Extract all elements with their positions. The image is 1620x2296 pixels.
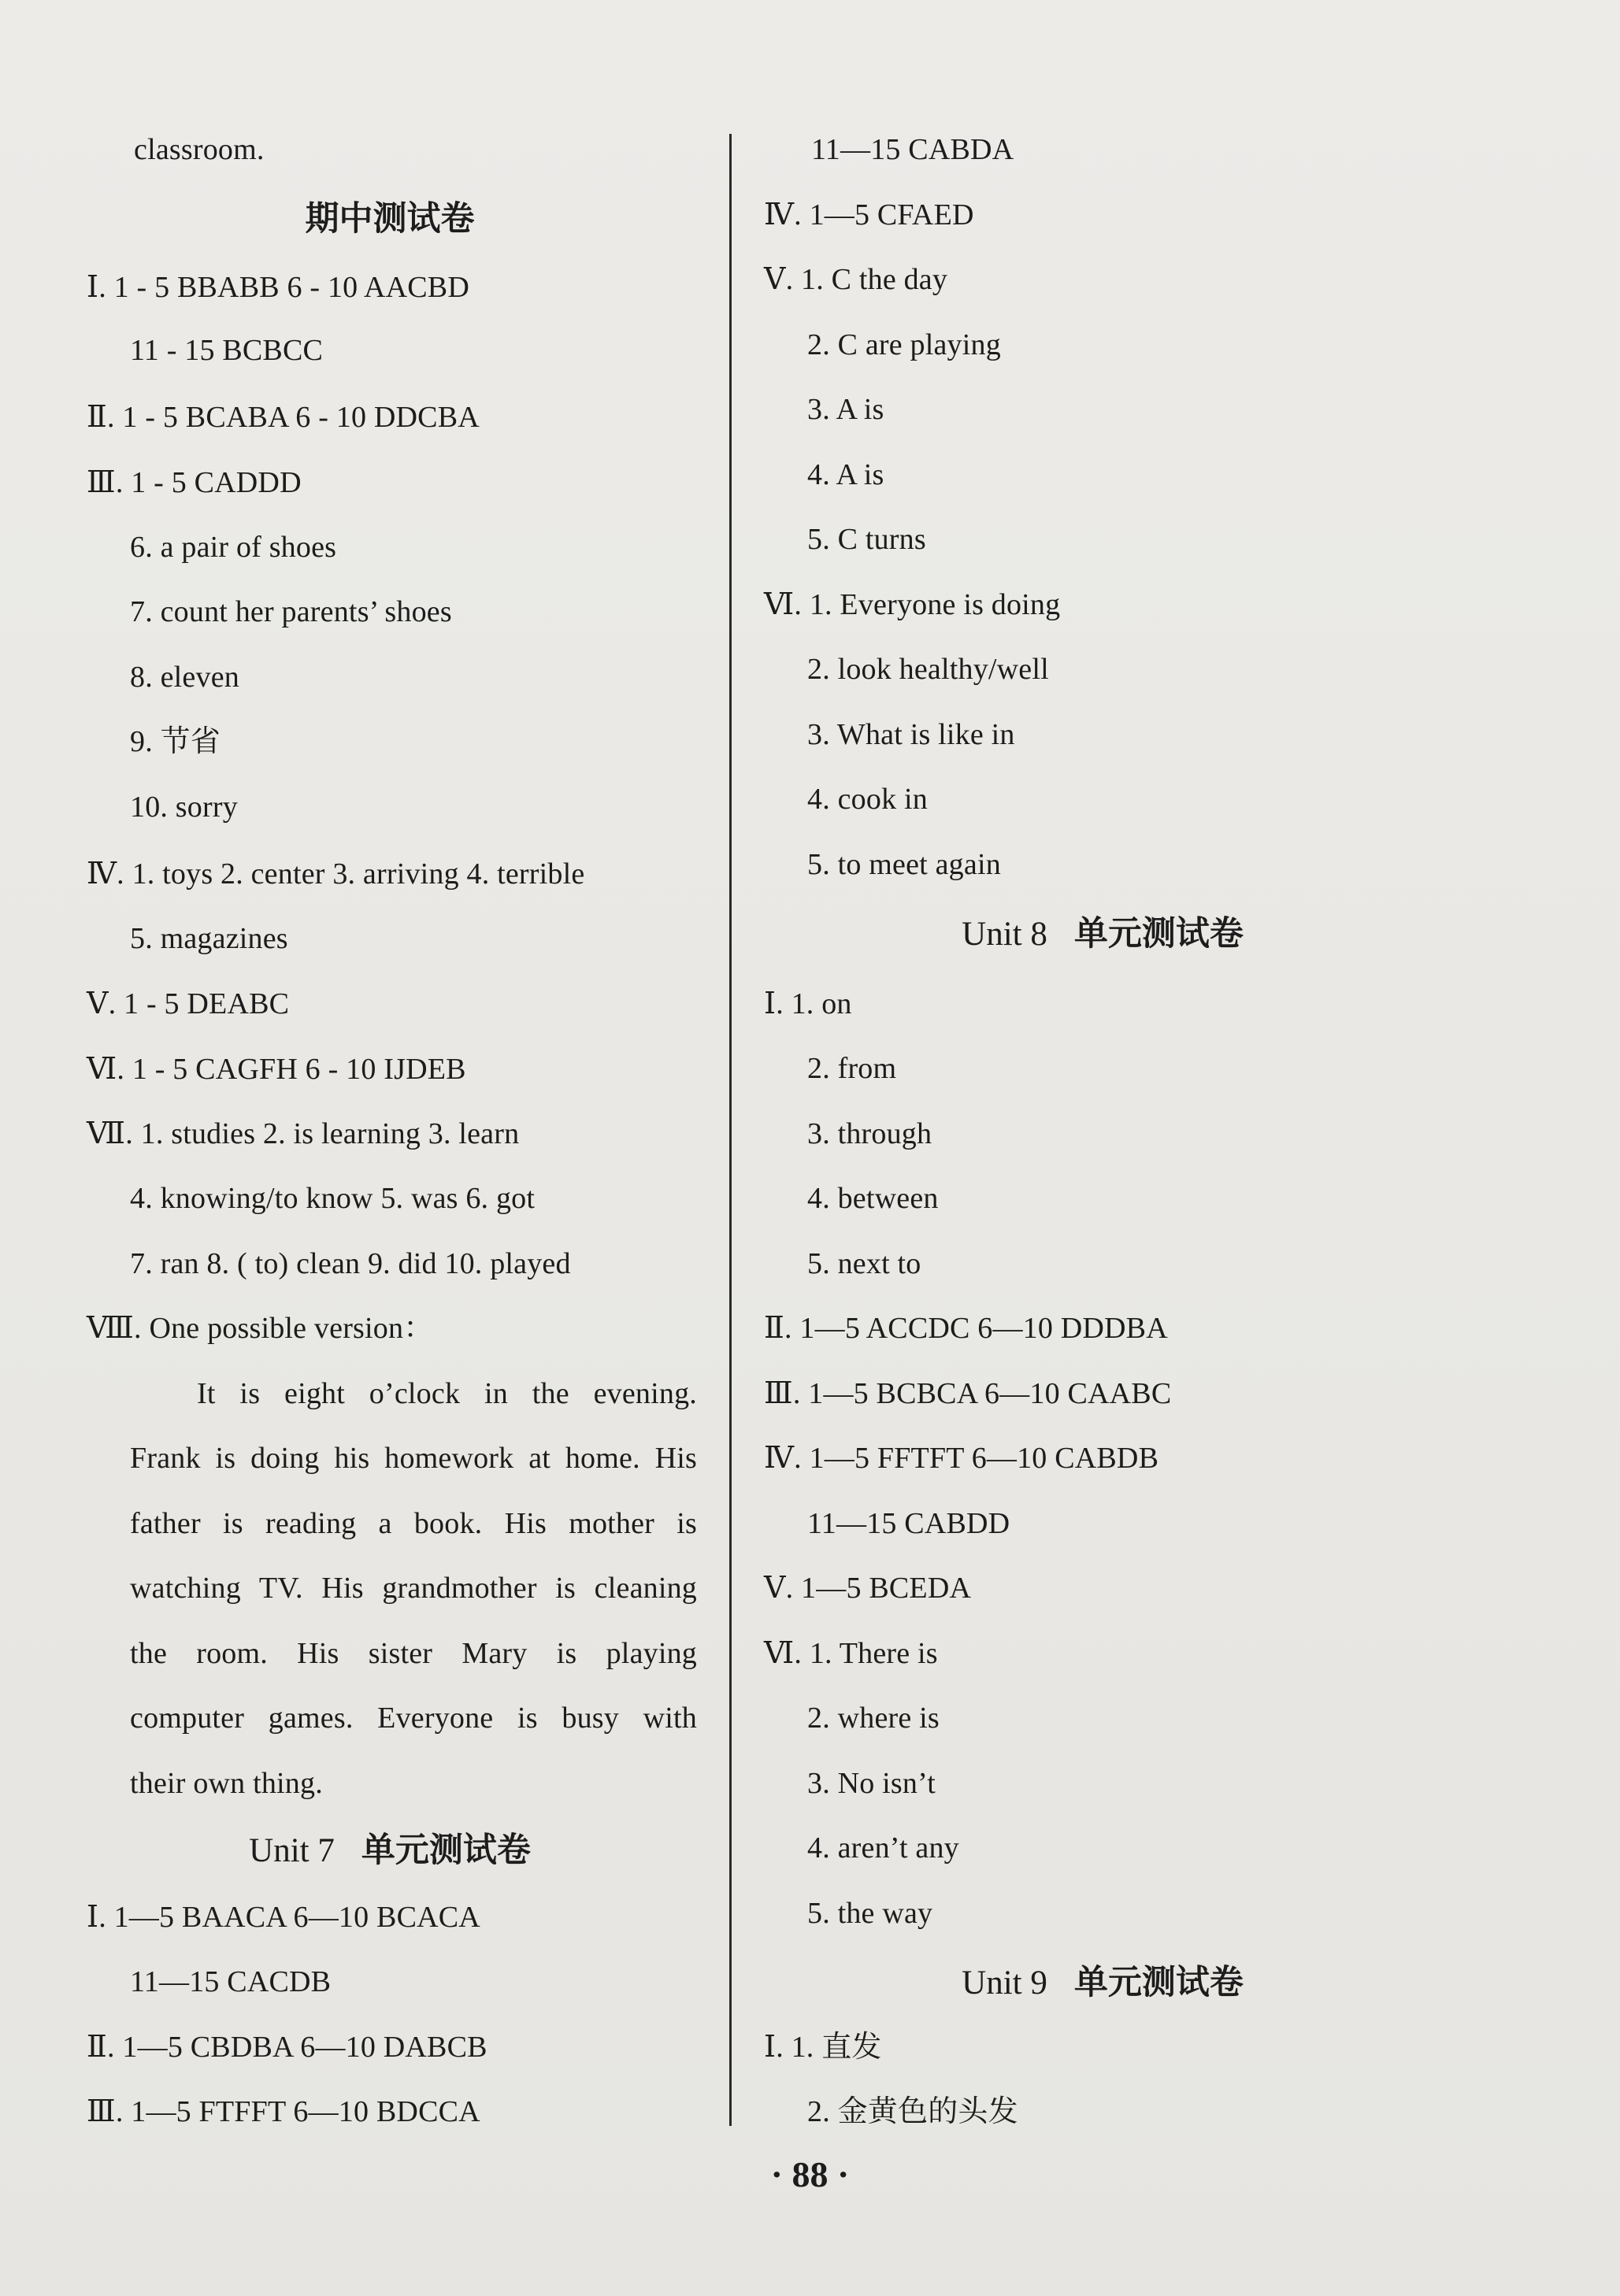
- answer-line: Ⅵ. 1 - 5 CAGFH 6 - 10 IJDEB: [87, 1053, 466, 1086]
- answer-line: Ⅷ. One possible version：: [87, 1312, 434, 1345]
- answer-line: 3. No isn’t: [807, 1767, 936, 1800]
- answer-line: 5. next to: [807, 1247, 921, 1280]
- answer-line: 2. 金黄色的头发: [807, 2095, 1018, 2128]
- essay-line: father is reading a book. His mother is: [130, 1507, 697, 1540]
- essay-line: It is eight o’clock in the evening.: [197, 1377, 697, 1410]
- answer-line: 6. a pair of shoes: [130, 531, 337, 564]
- section-heading-unit9: [764, 1961, 1441, 2005]
- unit-title: 单元测试卷: [1073, 1963, 1244, 2002]
- answer-line: Ⅵ. 1. There is: [764, 1637, 938, 1670]
- answer-line: 5. C turns: [807, 523, 926, 556]
- answer-line: Ⅳ. 1. toys 2. center 3. arriving 4. terrible: [87, 857, 585, 891]
- unit-label: Unit 8: [962, 916, 1047, 953]
- page-number: · 88 ·: [770, 2154, 850, 2194]
- section-heading-unit8: [764, 912, 1441, 957]
- answer-line: Ⅰ. 1. 直发: [764, 2031, 882, 2064]
- answer-line: 9. 节省: [130, 725, 221, 758]
- essay-line: Frank is doing his homework at home. His: [130, 1442, 697, 1475]
- answer-line: 7. count her parents’ shoes: [130, 595, 452, 628]
- answer-line: 5. the way: [807, 1897, 933, 1930]
- answer-line: 3. What is like in: [807, 718, 1015, 751]
- answer-line: Ⅰ. 1 - 5 BBABB 6 - 10 AACBD: [87, 271, 469, 304]
- answer-line: Ⅲ. 1 - 5 CADDD: [87, 466, 302, 499]
- essay-line: watching TV. His grandmother is cleaning: [130, 1572, 697, 1605]
- essay-line: computer games. Everyone is busy with: [130, 1702, 697, 1735]
- answer-line: 3. A is: [807, 393, 884, 426]
- section-heading-midterm: 期中测试卷: [305, 199, 475, 239]
- answer-line: Ⅶ. 1. studies 2. is learning 3. learn: [87, 1117, 520, 1150]
- answer-line: Ⅴ. 1—5 BCEDA: [764, 1572, 972, 1605]
- answer-line: Ⅳ. 1—5 FFTFT 6—10 CABDB: [764, 1442, 1159, 1475]
- answer-line: 11—15 CABDA: [811, 133, 1014, 166]
- unit-label: Unit 7: [249, 1832, 335, 1869]
- answer-line: 4. knowing/to know 5. was 6. got: [130, 1182, 536, 1215]
- answer-line: 2. look healthy/well: [807, 653, 1049, 686]
- answer-line: 4. aren’t any: [807, 1831, 959, 1865]
- answer-line: 8. eleven: [130, 661, 239, 694]
- answer-line: classroom.: [134, 133, 265, 166]
- essay-line: the room. His sister Mary is playing: [130, 1637, 697, 1670]
- answer-line: Ⅰ. 1—5 BAACA 6—10 BCACA: [87, 1901, 480, 1934]
- answer-line: Ⅱ. 1—5 CBDBA 6—10 DABCB: [87, 2031, 487, 2064]
- answer-line: 5. to meet again: [807, 848, 1001, 881]
- answer-line: 4. A is: [807, 458, 884, 491]
- column-divider: [729, 134, 732, 2126]
- answer-line: Ⅴ. 1. C the day: [764, 263, 948, 296]
- answer-line: Ⅱ. 1 - 5 BCABA 6 - 10 DDCBA: [87, 401, 480, 434]
- answer-line: Ⅲ. 1—5 FTFFT 6—10 BDCCA: [87, 2095, 480, 2128]
- answer-line: 11—15 CABDD: [807, 1507, 1010, 1540]
- answer-line: 3. through: [807, 1117, 932, 1150]
- answer-line: 11—15 CACDB: [130, 1965, 332, 1998]
- answer-line: 2. from: [807, 1052, 897, 1085]
- answer-line: 7. ran 8. ( to) clean 9. did 10. played: [130, 1247, 571, 1280]
- answer-line: 10. sorry: [130, 791, 238, 824]
- answer-line: 11 - 15 BCBCC: [130, 334, 324, 367]
- answer-line: Ⅴ. 1 - 5 DEABC: [87, 987, 290, 1020]
- answer-line: Ⅵ. 1. Everyone is doing: [764, 588, 1061, 621]
- answer-line: Ⅲ. 1—5 BCBCA 6—10 CAABC: [764, 1377, 1172, 1410]
- answer-line: 4. cook in: [807, 783, 928, 816]
- answer-line: Ⅳ. 1—5 CFAED: [764, 198, 974, 231]
- answer-line: 2. C are playing: [807, 328, 1001, 361]
- answer-line: 2. where is: [807, 1702, 940, 1735]
- answer-line: 5. magazines: [130, 922, 288, 955]
- section-heading-unit7: [87, 1828, 693, 1873]
- answer-line: Ⅱ. 1—5 ACCDC 6—10 DDDBA: [764, 1312, 1168, 1345]
- essay-line: their own thing.: [130, 1767, 323, 1800]
- answer-line: 4. between: [807, 1182, 939, 1215]
- answer-line: Ⅰ. 1. on: [764, 987, 852, 1020]
- unit-title: 单元测试卷: [361, 1831, 531, 1870]
- unit-label: Unit 9: [962, 1965, 1047, 2002]
- unit-title: 单元测试卷: [1073, 914, 1244, 954]
